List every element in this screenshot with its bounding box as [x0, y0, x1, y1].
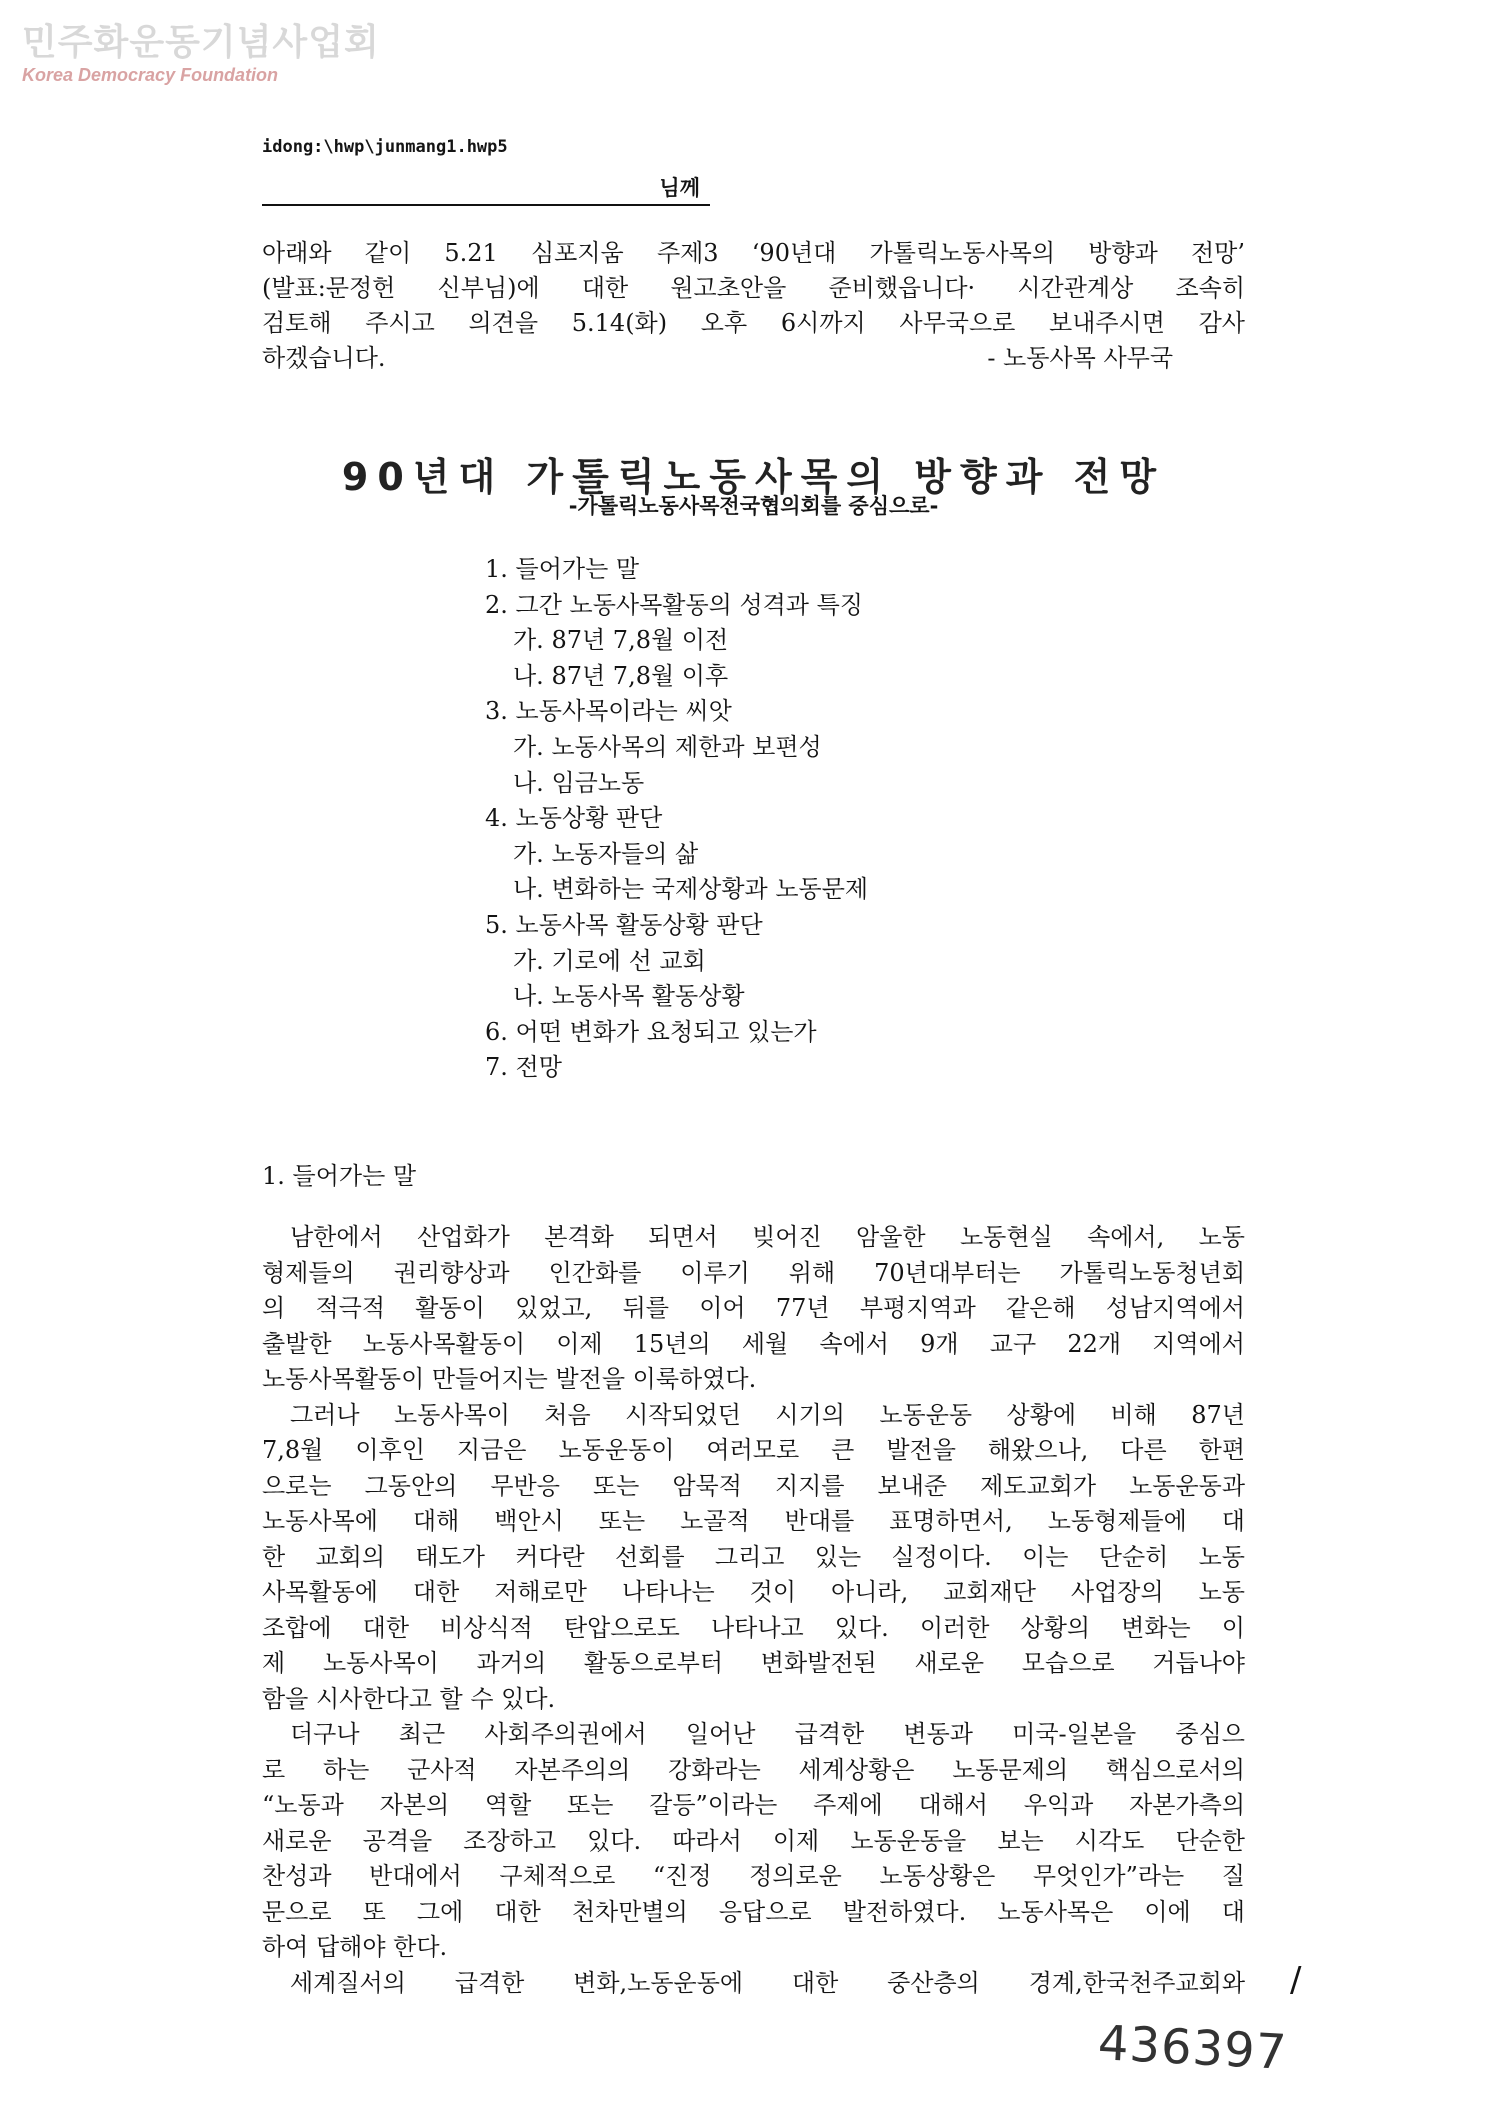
recipient-suffix: 님께: [659, 175, 700, 200]
document-subtitle: -가톨릭노동사목전국협의회를 중심으로-: [568, 494, 939, 518]
body-line: 새로운 공격을 조장하고 있다. 따라서 이제 노동운동을 보는 시각도 단순한: [262, 1826, 1245, 1855]
body-line: 의 적극적 활동이 있었고, 뒤를 이어 77년 부평지역과 같은해 성남지역에서: [262, 1294, 1245, 1322]
toc-item: 5. 노동사목 활동상황 판단: [485, 910, 763, 939]
body-line: 사목활동에 대한 저해로만 나타나는 것이 아니라, 교회재단 사업장의 노동: [262, 1578, 1245, 1606]
body-line: 제 노동사목이 과거의 활동으로부터 변화발전된 새로운 모습으로 거듭나야: [262, 1649, 1245, 1677]
toc-subitem: 나. 노동사목 활동상황: [513, 982, 745, 1011]
body-line: 문으로 또 그에 대한 천차만별의 응답으로 발전하였다. 노동사목은 이에 대: [262, 1897, 1245, 1926]
intro-closing: 하겠습니다.: [262, 344, 386, 372]
recipient-line: [262, 170, 710, 206]
intro-line: (발표:문정헌 신부님)에 대한 원고초안을 준비했읍니다· 시간관계상 조속히: [262, 274, 1245, 302]
section-heading: 1. 들어가는 말: [262, 1162, 417, 1190]
intro-notice: [262, 236, 1245, 376]
body-line: 찬성과 반대에서 구체적으로 “진정 정의로운 노동상황은 무엇인가”라는 질: [262, 1862, 1245, 1890]
toc-subitem: 나. 변화하는 국제상황과 노동문제: [513, 875, 869, 904]
margin-mark: /: [1290, 1960, 1302, 2000]
toc-subitem: 나. 87년 7,8월 이후: [513, 661, 729, 690]
body-line: 노동사목에 대해 백안시 또는 노골적 반대를 표명하면서, 노동형제들에 대: [262, 1507, 1245, 1535]
body-line: 조합에 대한 비상식적 탄압으로도 나타나고 있다. 이러한 상황의 변화는 이: [262, 1613, 1245, 1642]
body-line: 로 하는 군사적 자본주의의 강화라는 세계상황은 노동문제의 핵심으로서의: [262, 1755, 1245, 1784]
file-path: idong:\hwp\junmang1.hwp5: [262, 137, 508, 157]
intro-line: 아래와 같이 5.21 심포지움 주제3 ‘90년대 가톨릭노동사목의 방향과 전망’: [262, 239, 1245, 267]
toc-subitem: 나. 임금노동: [513, 768, 645, 797]
watermark-korean: 민주화운동기념사업회: [22, 22, 380, 63]
body-line: 남한에서 산업화가 본격화 되면서 빚어진 암울한 노동현실 속에서, 노동: [290, 1223, 1245, 1251]
intro-line-last: [262, 341, 1245, 376]
body-line: 그러나 노동사목이 처음 시작되었던 시기의 노동운동 상황에 비해 87년: [290, 1400, 1245, 1429]
handwritten-archive-number: 436397: [1096, 2015, 1289, 2081]
toc-item: 3. 노동사목이라는 씨앗: [485, 697, 732, 726]
foundation-watermark: [22, 22, 380, 86]
toc-item: 2. 그간 노동사목활동의 성격과 특징: [485, 590, 863, 619]
body-line: 으로는 그동안의 무반응 또는 암묵적 지지를 보내준 제도교회가 노동운동과: [262, 1471, 1245, 1500]
table-of-contents: [485, 552, 868, 1086]
body-text: [262, 1220, 1245, 2001]
toc-item: 7. 전망: [485, 1053, 562, 1082]
body-line: 형제들의 권리향상과 인간화를 이루기 위해 70년대부터는 가톨릭노동청년회: [262, 1258, 1245, 1287]
body-line: 노동사목활동이 만들어지는 발전을 이룩하였다.: [262, 1365, 757, 1393]
body-line: 더구나 최근 사회주의권에서 일어난 급격한 변동과 미국-일본을 중심으: [290, 1720, 1245, 1748]
intro-signature: - 노동사목 사무국: [987, 344, 1173, 372]
toc-item: 6. 어떤 변화가 요청되고 있는가: [485, 1017, 817, 1046]
body-line: 출발한 노동사목활동이 이제 15년의 세월 속에서 9개 교구 22개 지역에서: [262, 1329, 1245, 1358]
toc-item: 1. 들어가는 말: [485, 555, 640, 583]
watermark-english: Korea Democracy Foundation: [22, 65, 279, 85]
toc-subitem: 가. 노동자들의 삶: [513, 839, 699, 868]
toc-subitem: 가. 노동사목의 제한과 보편성: [513, 732, 822, 761]
body-line: 7,8월 이후인 지금은 노동운동이 여러모로 큰 발전을 해왔으나, 다른 한편: [262, 1436, 1245, 1464]
body-line: 세계질서의 급격한 변화,노동운동에 대한 중산층의 경계,한국천주교회와: [290, 1968, 1245, 1997]
body-line: “노동과 자본의 역할 또는 갈등”이라는 주제에 대해서 우익과 자본가측의: [262, 1791, 1245, 1819]
body-line: 하여 답해야 한다.: [262, 1933, 448, 1961]
toc-subitem: 가. 87년 7,8월 이전: [513, 626, 729, 655]
document-title: 90년대 가톨릭노동사목의 방향과 전망: [341, 455, 1166, 499]
body-line: 한 교회의 태도가 커다란 선회를 그리고 있는 실정이다. 이는 단순히 노동: [262, 1542, 1245, 1571]
toc-subitem: 가. 기로에 선 교회: [513, 946, 706, 975]
body-line: 함을 시사한다고 할 수 있다.: [262, 1684, 556, 1713]
toc-item: 4. 노동상황 판단: [485, 804, 663, 833]
intro-line: 검토해 주시고 의견을 5.14(화) 오후 6시까지 사무국으로 보내주시면 감사: [262, 309, 1245, 337]
